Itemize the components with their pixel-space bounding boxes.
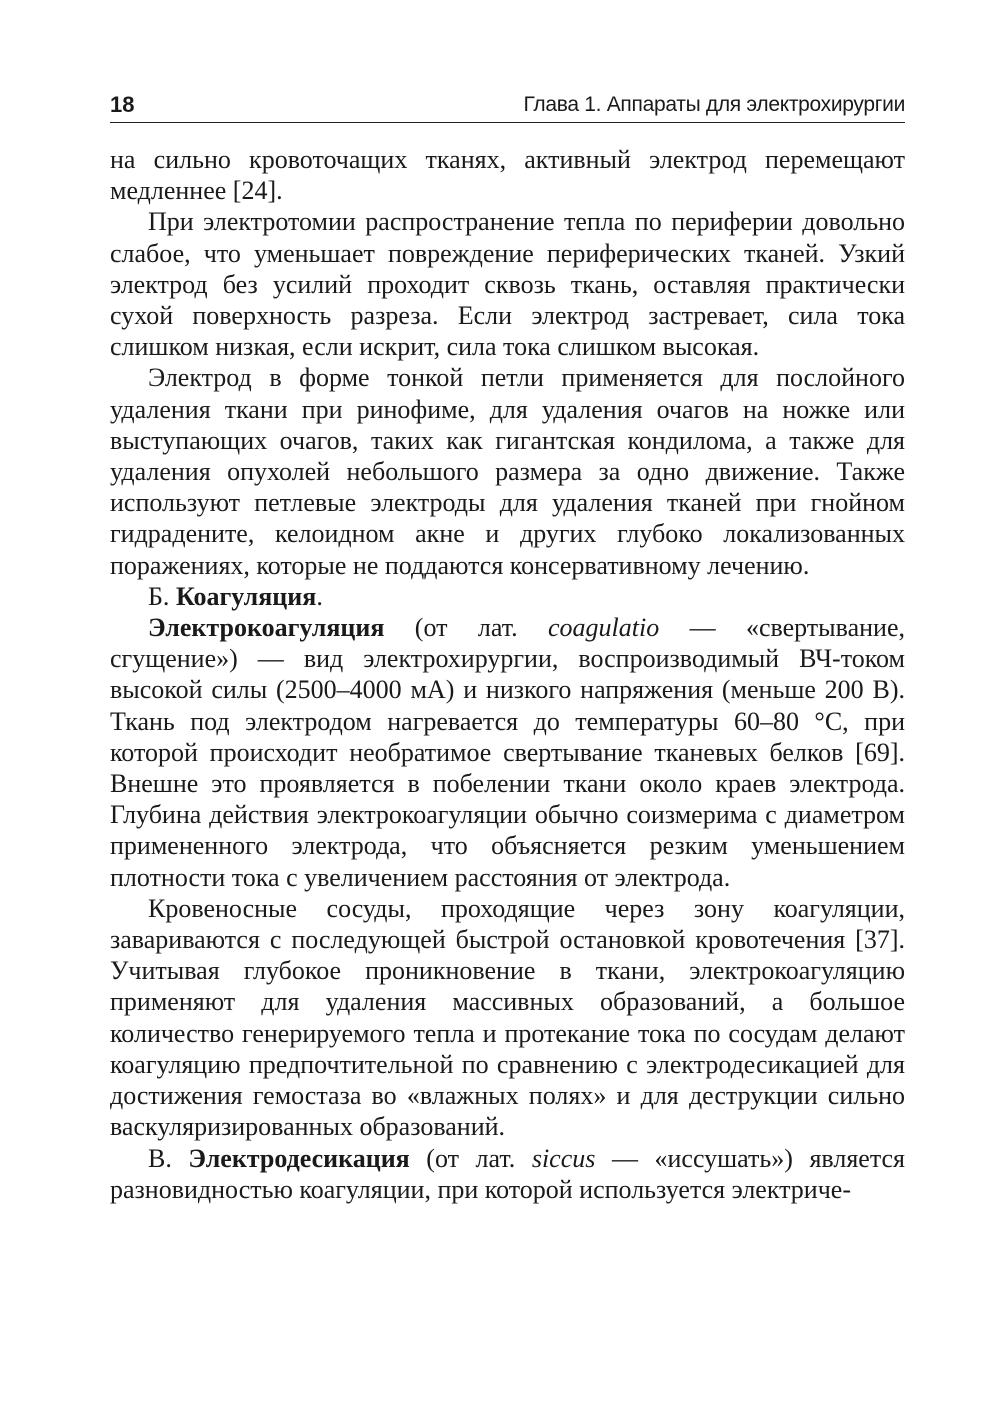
paragraph-text: — «иссушать») является разновидностью коагуляции, при которой используется электриче- [110, 1143, 906, 1204]
paragraph-text: Электрод в форме тонкой петли применяется для послойного удаления ткани при ринофиме, для удаления очагов на ножке или выступающих очагов, таких как гигантская кондилома, а также для удаления опухолей небольшого размера за одно движение. Также используют петлевые электроды для удаления тканей при гнойном гидрадените, келоидном акне и других глубоко локализованных поражениях, которые не поддаются консервативному лечению. [110, 363, 905, 580]
running-header [110, 90, 905, 123]
chapter-title: Глава 1. Аппараты для электрохирургии [523, 93, 905, 116]
paragraph-blood-vessels [110, 893, 905, 1143]
latin-term: siccus [531, 1143, 596, 1173]
paragraph-loop-electrode [110, 362, 905, 580]
section-heading-coagulation [110, 581, 905, 612]
paragraph-text: При электротомии распространение тепла по периферии довольно слабое, что уменьшает повреждение периферических тканей. Узкий электрод без усилий проходит сквозь ткань, оставляя практически сухой поверхность разреза. Если электрод застревает, сила тока слишком низкая, если искрит, сила тока слишком высокая. [110, 207, 905, 362]
paragraph-electrocoagulation [110, 612, 905, 893]
paragraph-electrotomy [110, 206, 905, 362]
paragraph-text: на сильно кровоточащих тканях, активный электрод перемещают медленнее [24]. [110, 145, 905, 206]
paragraph-text: Кровеносные сосуды, проходящие через зону коагуляции, завариваются с последующей быстрой остановкой кровотечения [37]. Учитывая глубокое проникновение в ткани, электрокоагуляцию применяют для удаления массивных образований, а большое количество генерируемого тепла и протекание тока по сосудам делают коагуляцию предпочтительной по сравнению с электродесикацией для достижения гемостаза во «влажных полях» и для деструкции сильно васкуляризированных образований. [110, 893, 905, 1142]
section-letter: Б. [148, 581, 176, 611]
paragraph-text: — «свертывание, сгущение») — вид электрохирургии, воспроизводимый ВЧ-током высокой силы (2500–4000 мА) и низкого напряжения (меньше 200 В). Ткань под электродом нагревается до температуры 60–80 °С, при которой происходит необратимое свертывание тканевых белков [69]. Внешне это проявляется в побелении ткани около краев электрода. Глубина действия электрокоагуляции обычно соизмерима с диаметром примененного электрода, что объясняется резким уменьшением плотности тока с увеличением расстояния от электрода. [110, 613, 905, 892]
body-text [110, 144, 905, 1205]
section-term: Коагуляция [175, 581, 317, 611]
paragraph-electrodesiccation [110, 1143, 905, 1205]
latin-term: coagulatio [547, 613, 660, 643]
paragraph-text: (от лат. [409, 1143, 532, 1173]
defined-term: Электродесикация [188, 1143, 410, 1173]
section-letter: В. [148, 1143, 189, 1173]
section-punct: . [316, 581, 323, 611]
paragraph-text: (от лат. [384, 613, 548, 643]
defined-term: Электрокоагуляция [148, 613, 385, 643]
paragraph-continuation [110, 144, 905, 206]
page-number: 18 [110, 92, 135, 117]
